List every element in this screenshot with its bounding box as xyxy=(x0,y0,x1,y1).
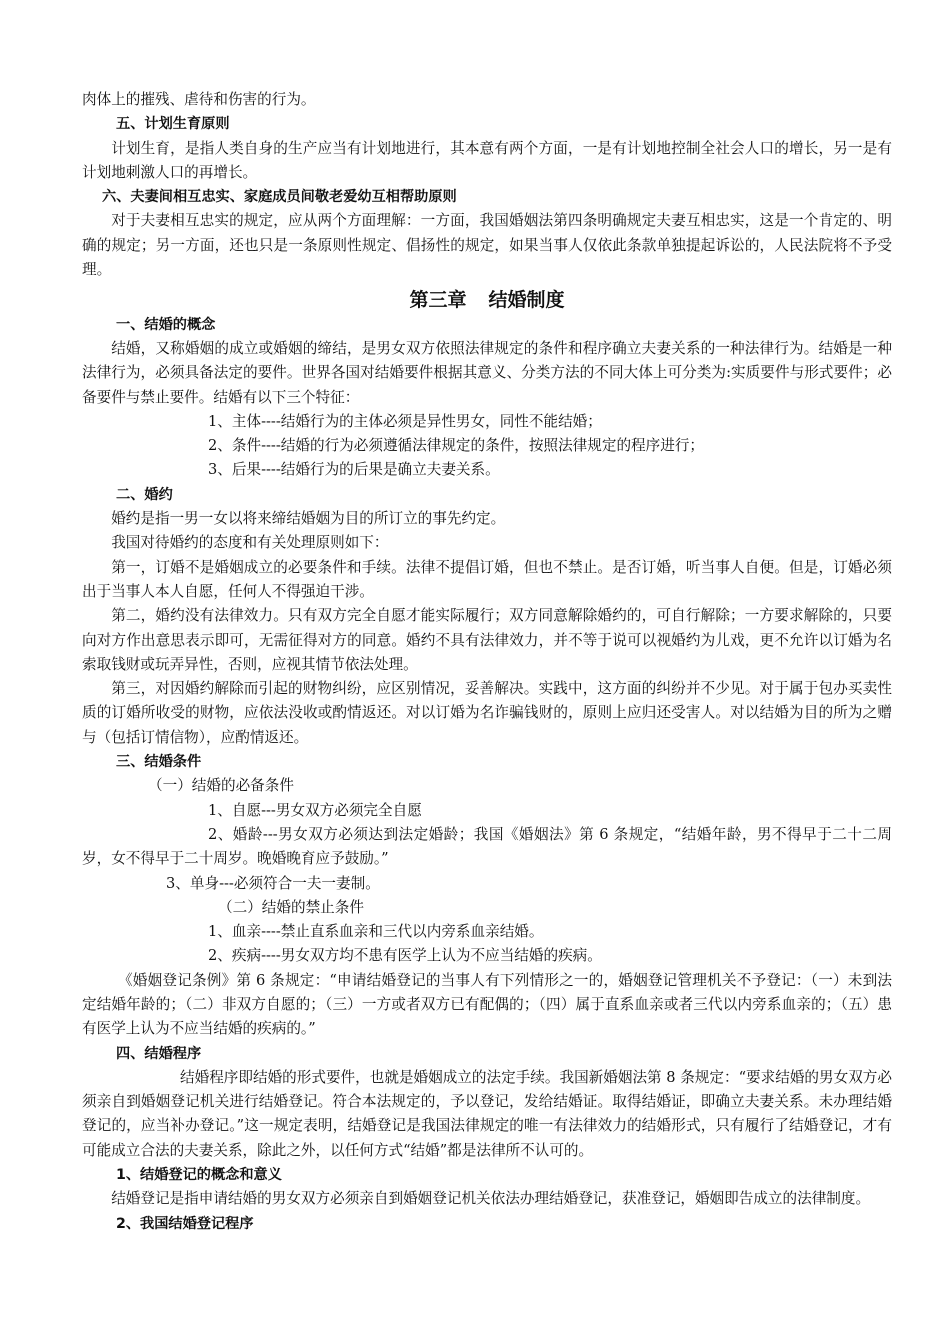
list-item: 1、主体----结婚行为的主体必须是异性男女，同性不能结婚； xyxy=(208,412,602,430)
chapter-title xyxy=(82,288,892,312)
list-item: 1、血亲----禁止直系血亲和三代以内旁系血亲结婚。 xyxy=(208,923,544,941)
paragraph: 计划生育，是指人类自身的生产应当有计划地进行，其本意有两个方面，一是有计划地控制全社会人口的增长，另一是有计划地刺激人口的再增长。 xyxy=(82,139,892,181)
section-heading: 六、夫妻间相互忠实、家庭成员间敬老爱幼互相帮助原则 xyxy=(102,189,457,206)
paragraph: 《婚姻登记条例》第 6 条规定：“申请结婚登记的当事人有下列情形之一的，婚姻登记管理机关不予登记：（一）未到法定结婚年龄的；（二）非双方自愿的；（三）一方或者双方已有配偶的；（四）属于直系血亲或者三代以内旁系血亲的；（五）患有医学上认为不应当结婚的疾病的。” xyxy=(82,971,892,1038)
section-heading: 五、计划生育原则 xyxy=(116,116,230,133)
paragraph: 结婚，又称婚姻的成立或婚姻的缔结，是男女双方依照法律规定的条件和程序确立夫妻关系的一种法律行为。结婚是一种法律行为，必须具备法定的要件。世界各国对结婚要件根据其意义、分类方法的不同大体上可分类为:实质要件与形式要件；必备要件与禁止要件。结婚有以下三个特征： xyxy=(82,339,892,406)
paragraph: 我国对待婚约的态度和有关处理原则如下： xyxy=(111,534,389,552)
list-item: 2、婚龄---男女双方必须达到法定婚龄；我国《婚姻法》第 6 条规定，“结婚年龄，男不得早于二十二周岁，女不得早于二十周岁。晚婚晚育应予鼓励。” xyxy=(82,825,892,868)
list-item: 2、条件----结婚的行为必须遵循法律规定的条件，按照法律规定的程序进行； xyxy=(208,437,705,455)
chapter-number: 第三章 xyxy=(409,289,467,312)
paragraph: 对于夫妻相互忠实的规定，应从两个方面理解：一方面，我国婚姻法第四条明确规定夫妻互相忠实，这是一个肯定的、明确的规定；另一方面，还也只是一条原则性规定、倡扬性的规定，如果当事人仅依此条款单独提起诉讼的，人民法院将不予受理。 xyxy=(82,212,892,279)
section-heading: 一、结婚的概念 xyxy=(116,316,216,333)
section-heading: 三、结婚条件 xyxy=(116,754,202,771)
paragraph: 第三，对因婚约解除而引起的财物纠纷，应区别情况，妥善解决。实践中，这方面的纠纷并不少见。对于属于包办买卖性质的订婚所收受的财物，应依法没收或酌情返还。对以订婚为名诈骗钱财的，原则上应归还受害人。对以结婚为目的所为之赠与（包括订情信物），应酌情返还。 xyxy=(82,680,892,746)
subsection-heading: （一）结婚的必备条件 xyxy=(148,777,294,795)
section-heading: 二、婚约 xyxy=(116,486,173,503)
list-item: 2、疾病----男女双方均不患有医学上认为不应当结婚的疾病。 xyxy=(208,947,602,965)
text-line: 肉体上的摧残、虐待和伤害的行为。 xyxy=(82,91,316,108)
paragraph: 第二，婚约没有法律效力。只有双方完全自愿才能实际履行；双方同意解除婚约的，可自行解除；一方要求解除的，只要向对方作出意思表示即可，无需征得对方的同意。婚约不具有法律效力，并不等于说可以视婚约为儿戏，更不允许以订婚为名索取钱财或玩弄异性，否则，应视其情节依法处理。 xyxy=(82,607,892,673)
subsection-heading: 1、结婚登记的概念和意义 xyxy=(116,1167,282,1184)
subsection-heading: （二）结婚的禁止条件 xyxy=(218,898,364,916)
paragraph: 结婚登记是指申请结婚的男女双方必须亲自到婚姻登记机关依法办理结婚登记，获准登记，婚姻即告成立的法律制度。 xyxy=(111,1190,871,1208)
list-item: 3、后果----结婚行为的后果是确立夫妻关系。 xyxy=(208,461,500,479)
list-item: 3、单身---必须符合一夫一妻制。 xyxy=(166,874,380,892)
paragraph: 结婚程序即结婚的形式要件，也就是婚姻成立的法定手续。我国新婚姻法第 8 条规定：“要求结婚的男女双方必须亲自到婚姻登记机关进行结婚登记。符合本法规定的，予以登记，发给结婚证。取得结婚证，即确立夫妻关系。未办理结婚登记的，应当补办登记。”这一规定表明，结婚登记是我国法律规定的唯一有法律效力的结婚形式，只有履行了结婚登记，才有可能成立合法的夫妻关系，除此之外，以任何方式“结婚”都是法律所不认可的。 xyxy=(82,1068,892,1159)
chapter-name: 结婚制度 xyxy=(488,289,565,312)
list-item: 1、自愿---男女双方必须完全自愿 xyxy=(208,801,422,819)
section-heading: 四、结婚程序 xyxy=(116,1045,202,1062)
paragraph: 婚约是指一男一女以将来缔结婚姻为目的所订立的事先约定。 xyxy=(111,510,506,528)
subsection-heading: 2、我国结婚登记程序 xyxy=(116,1215,254,1232)
paragraph: 第一，订婚不是婚姻成立的必要条件和手续。法律不提倡订婚，但也不禁止。是否订婚，听当事人自便。但是，订婚必须出于当事人本人自愿，任何人不得强迫干涉。 xyxy=(82,558,892,600)
